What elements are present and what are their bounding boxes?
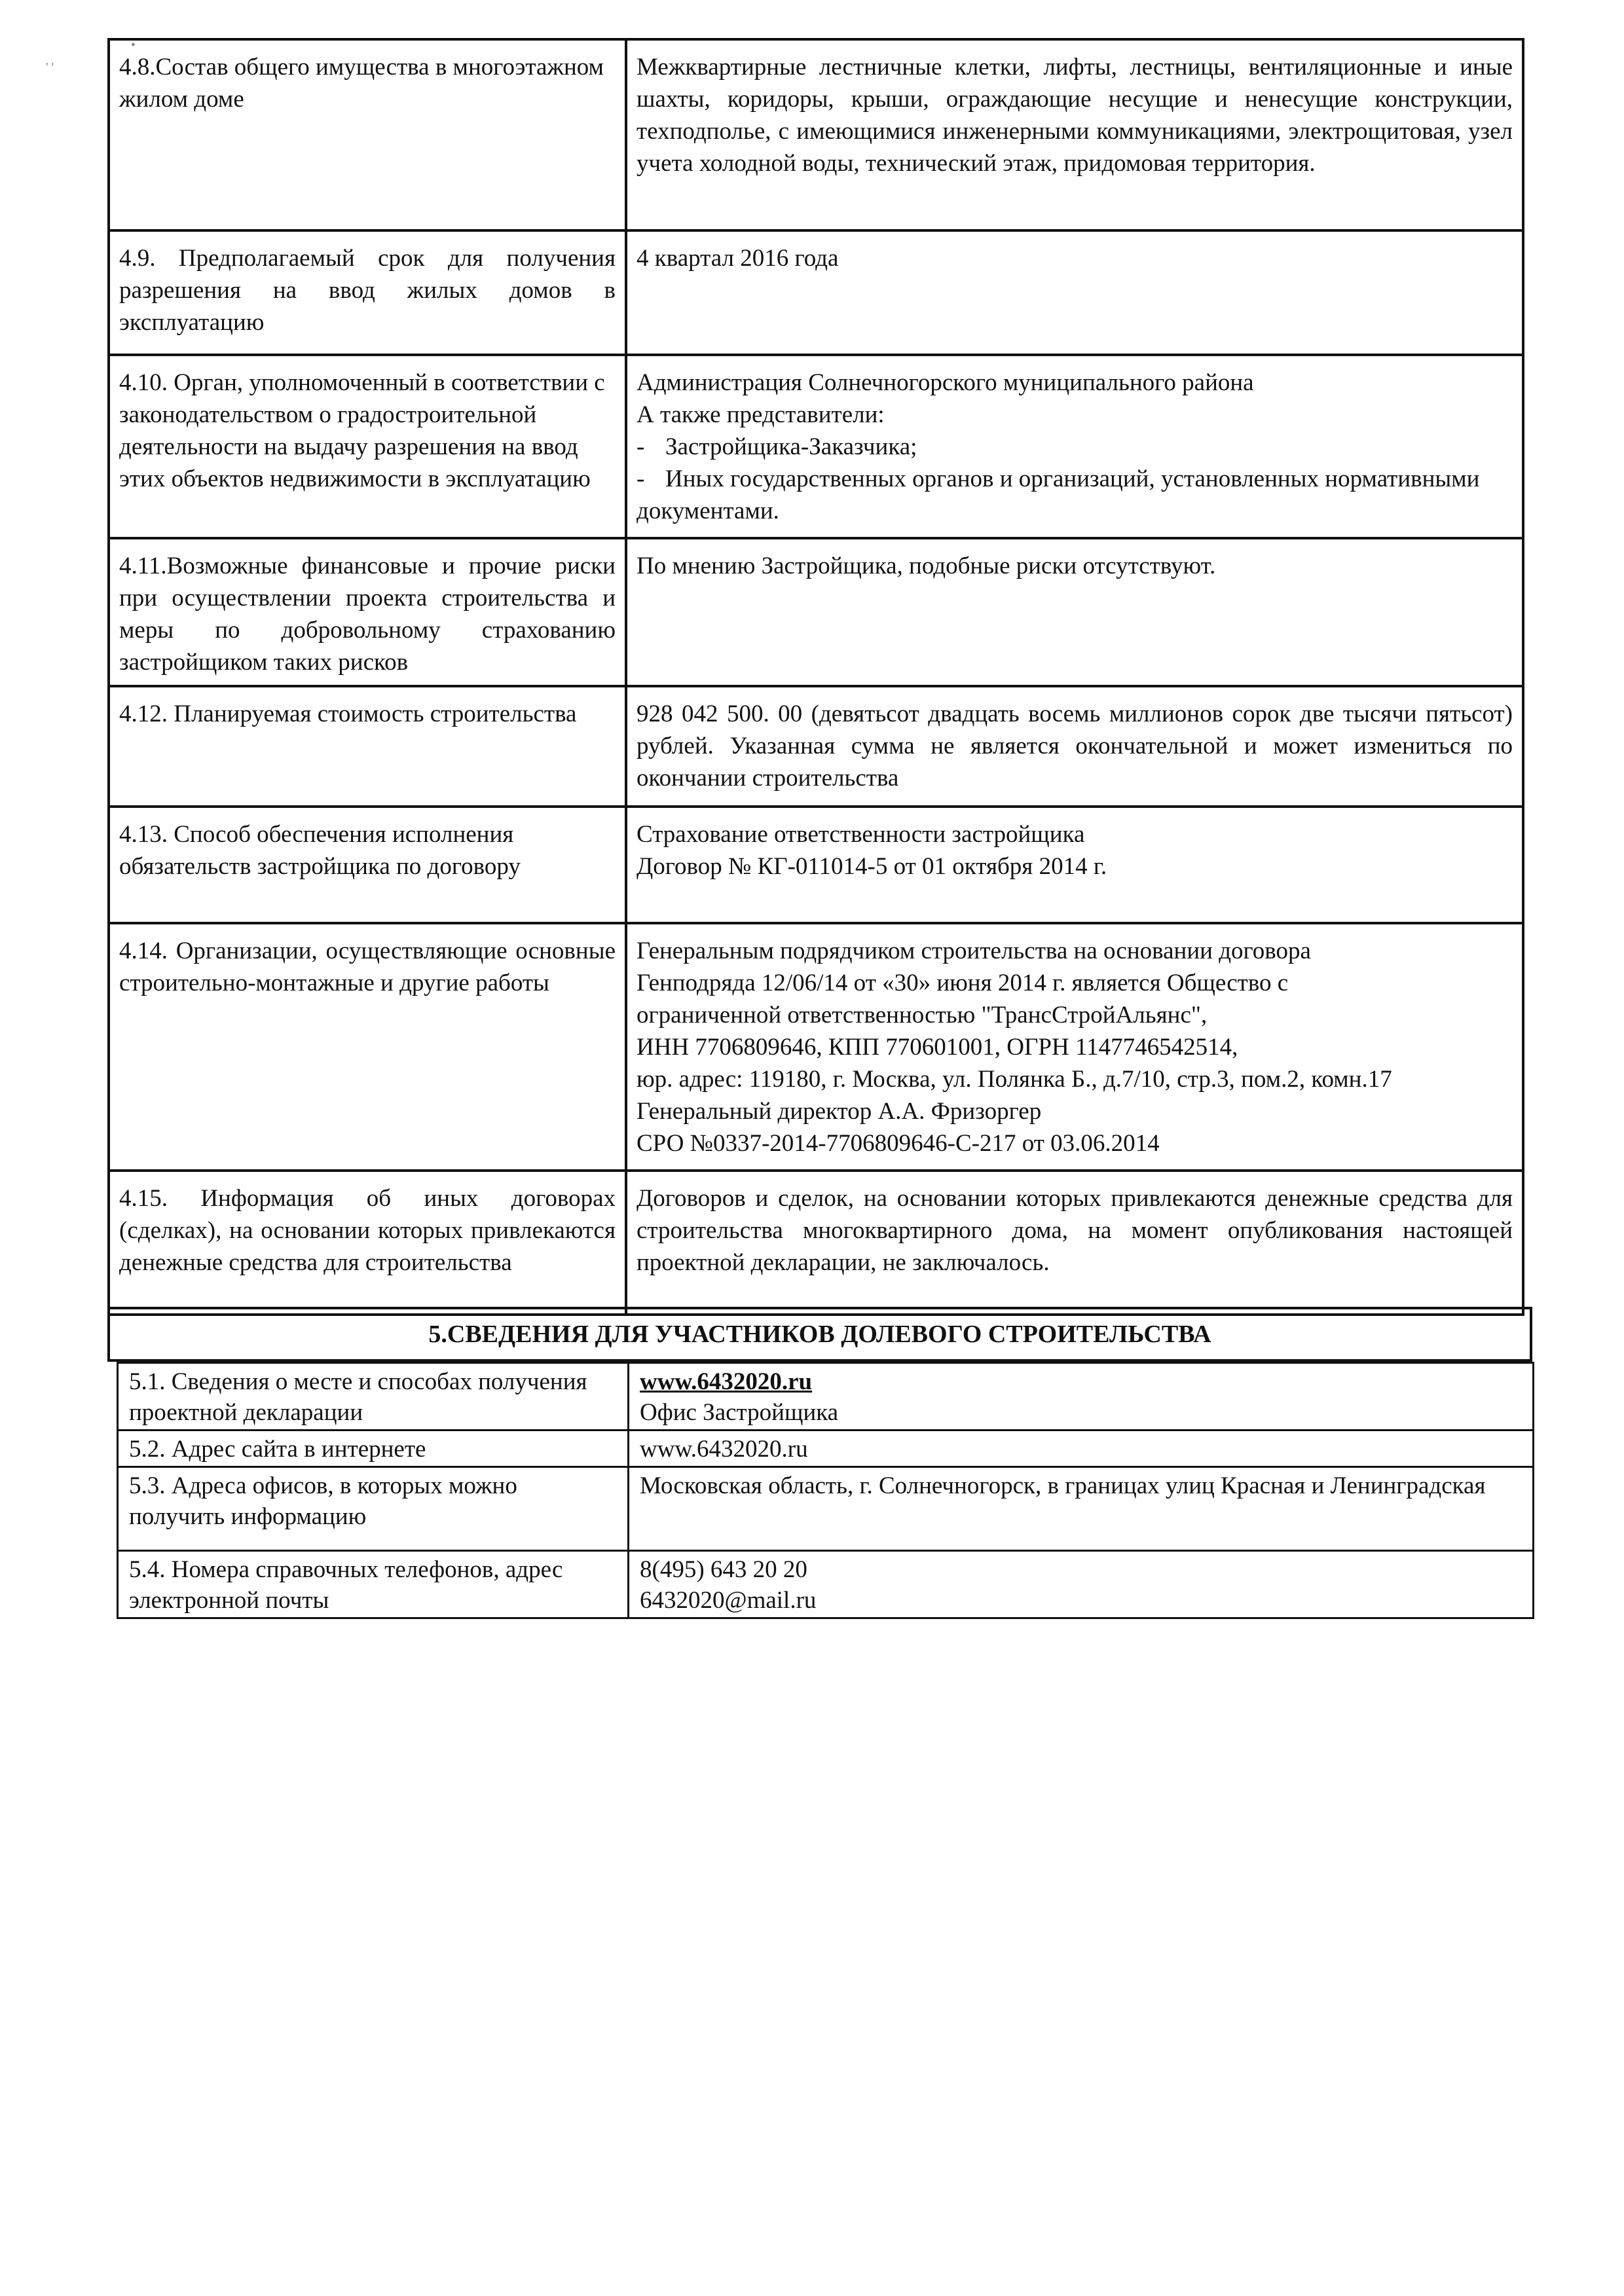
row-value: Московская область, г. Солнечногорск, в границах улиц Красная и Ленинградская <box>629 1467 1534 1551</box>
value-line: Офис Застройщика <box>640 1399 839 1426</box>
dash-bullet: - <box>637 433 645 460</box>
list-item: - Иных государственных органов и организаций, установленных нормативными документами. <box>637 463 1513 527</box>
table-row <box>118 1467 1534 1551</box>
row-label: 4.14. Организации, осуществляющие основные строительно-монтажные и другие работы <box>109 923 626 1171</box>
value-line: Генеральным подрядчиком строительства на основании договора <box>637 938 1311 964</box>
row-value <box>626 355 1523 538</box>
row-value <box>629 1551 1534 1618</box>
row-label: 5.1. Сведения о месте и способах получения проектной декларации <box>118 1363 629 1430</box>
row-value <box>626 923 1523 1171</box>
row-value <box>629 1363 1534 1430</box>
row-label: 4.12. Планируемая стоимость строительства <box>109 686 626 807</box>
row-value: 4 квартал 2016 года <box>626 230 1523 355</box>
table-row <box>109 686 1523 807</box>
value-line: Администрация Солнечногорского муниципального района <box>637 369 1254 396</box>
table-row <box>109 923 1523 1171</box>
row-label: 4.9. Предполагаемый срок для получения разрешения на ввод жилых домов в эксплуатацию <box>109 230 626 355</box>
row-value: Межквартирные лестничные клетки, лифты, лестницы, вентиляционные и иные шахты, коридоры, крыши, ограждающие несущие и ненесущие конструкции, техподполье, с имеющимися инженерными коммуникациями, электрощитовая, узел учета холодной воды, технический этаж, придомовая территория. <box>626 39 1523 230</box>
row-label: 5.4. Номера справочных телефонов, адрес электронной почты <box>118 1551 629 1618</box>
value-line: А также представители: <box>637 401 885 428</box>
declaration-table-section-4 <box>107 38 1524 1316</box>
row-value: www.6432020.ru <box>629 1430 1534 1467</box>
table-row <box>109 39 1523 230</box>
row-label: 4.11.Возможные финансовые и прочие риски при осуществлении проекта строительства и меры по добровольному страхованию застройщиком таких рисков <box>109 538 626 686</box>
row-value: По мнению Застройщика, подобные риски отсутствуют. <box>626 538 1523 686</box>
row-value: Договоров и сделок, на основании которых привлекаются денежные средства для строительства многоквартирного дома, на момент опубликования настоящей проектной декларации, не заключалось. <box>626 1171 1523 1315</box>
dash-bullet: - <box>637 465 645 492</box>
section-5-title: 5.СВЕДЕНИЯ ДЛЯ УЧАСТНИКОВ ДОЛЕВОГО СТРОИТЕЛЬСТВА <box>107 1307 1532 1362</box>
value-line: Договор № КГ-011014-5 от 01 октября 2014 г. <box>637 853 1107 880</box>
row-label: 4.10. Орган, уполномоченный в соответствии с законодательством о градостроительной деятельности на выдачу разрешения на ввод этих объектов недвижимости в эксплуатацию <box>109 355 626 538</box>
scan-speck: • <box>131 38 136 52</box>
table-row <box>118 1551 1534 1618</box>
table-row <box>109 807 1523 923</box>
table-row <box>118 1430 1534 1467</box>
value-line: юр. адрес: 119180, г. Москва, ул. Полянка Б., д.7/10, стр.3, пом.2, комн.17 <box>637 1066 1392 1093</box>
value-line: Генеральный директор А.А. Фризоргер <box>637 1098 1042 1125</box>
table-row <box>109 230 1523 355</box>
scan-speck: ' ' <box>46 60 54 75</box>
row-value <box>626 807 1523 923</box>
value-line: Страхование ответственности застройщика <box>637 821 1085 848</box>
value-line: СРО №0337-2014-7706809646-С-217 от 03.06.2014 <box>637 1130 1160 1157</box>
row-value: 928 042 500. 00 (девятьсот двадцать восемь миллионов сорок две тысячи пятьсот) рублей. Указанная сумма не является окончательной и может измениться по окончании строительства <box>626 686 1523 807</box>
email-address: 6432020@mail.ru <box>640 1587 817 1614</box>
phone-number: 8(495) 643 20 20 <box>640 1556 807 1583</box>
declaration-table-section-5 <box>117 1362 1534 1619</box>
table-row <box>109 355 1523 538</box>
row-label: 4.13. Способ обеспечения исполнения обязательств застройщика по договору <box>109 807 626 923</box>
row-label: 4.8.Состав общего имущества в многоэтажном жилом доме <box>109 39 626 230</box>
table-row <box>118 1363 1534 1430</box>
value-line: Генподряда 12/06/14 от «30» июня 2014 г. является Общество с <box>637 970 1289 996</box>
list-item: - Застройщика-Заказчика; <box>637 431 1513 463</box>
table-row <box>109 538 1523 686</box>
value-line: ИНН 7706809646, КПП 770601001, ОГРН 1147746542514, <box>637 1034 1238 1061</box>
table-row <box>109 1171 1523 1315</box>
row-label: 4.15. Информация об иных договорах (сделках), на основании которых привлекаются денежные средства для строительства <box>109 1171 626 1315</box>
row-label: 5.2. Адрес сайта в интернете <box>118 1430 629 1467</box>
row-label: 5.3. Адреса офисов, в которых можно получить информацию <box>118 1467 629 1551</box>
value-line: ограниченной ответственностью "ТрансСтройАльянс", <box>637 1002 1208 1029</box>
website-link[interactable]: www.6432020.ru <box>640 1368 813 1395</box>
